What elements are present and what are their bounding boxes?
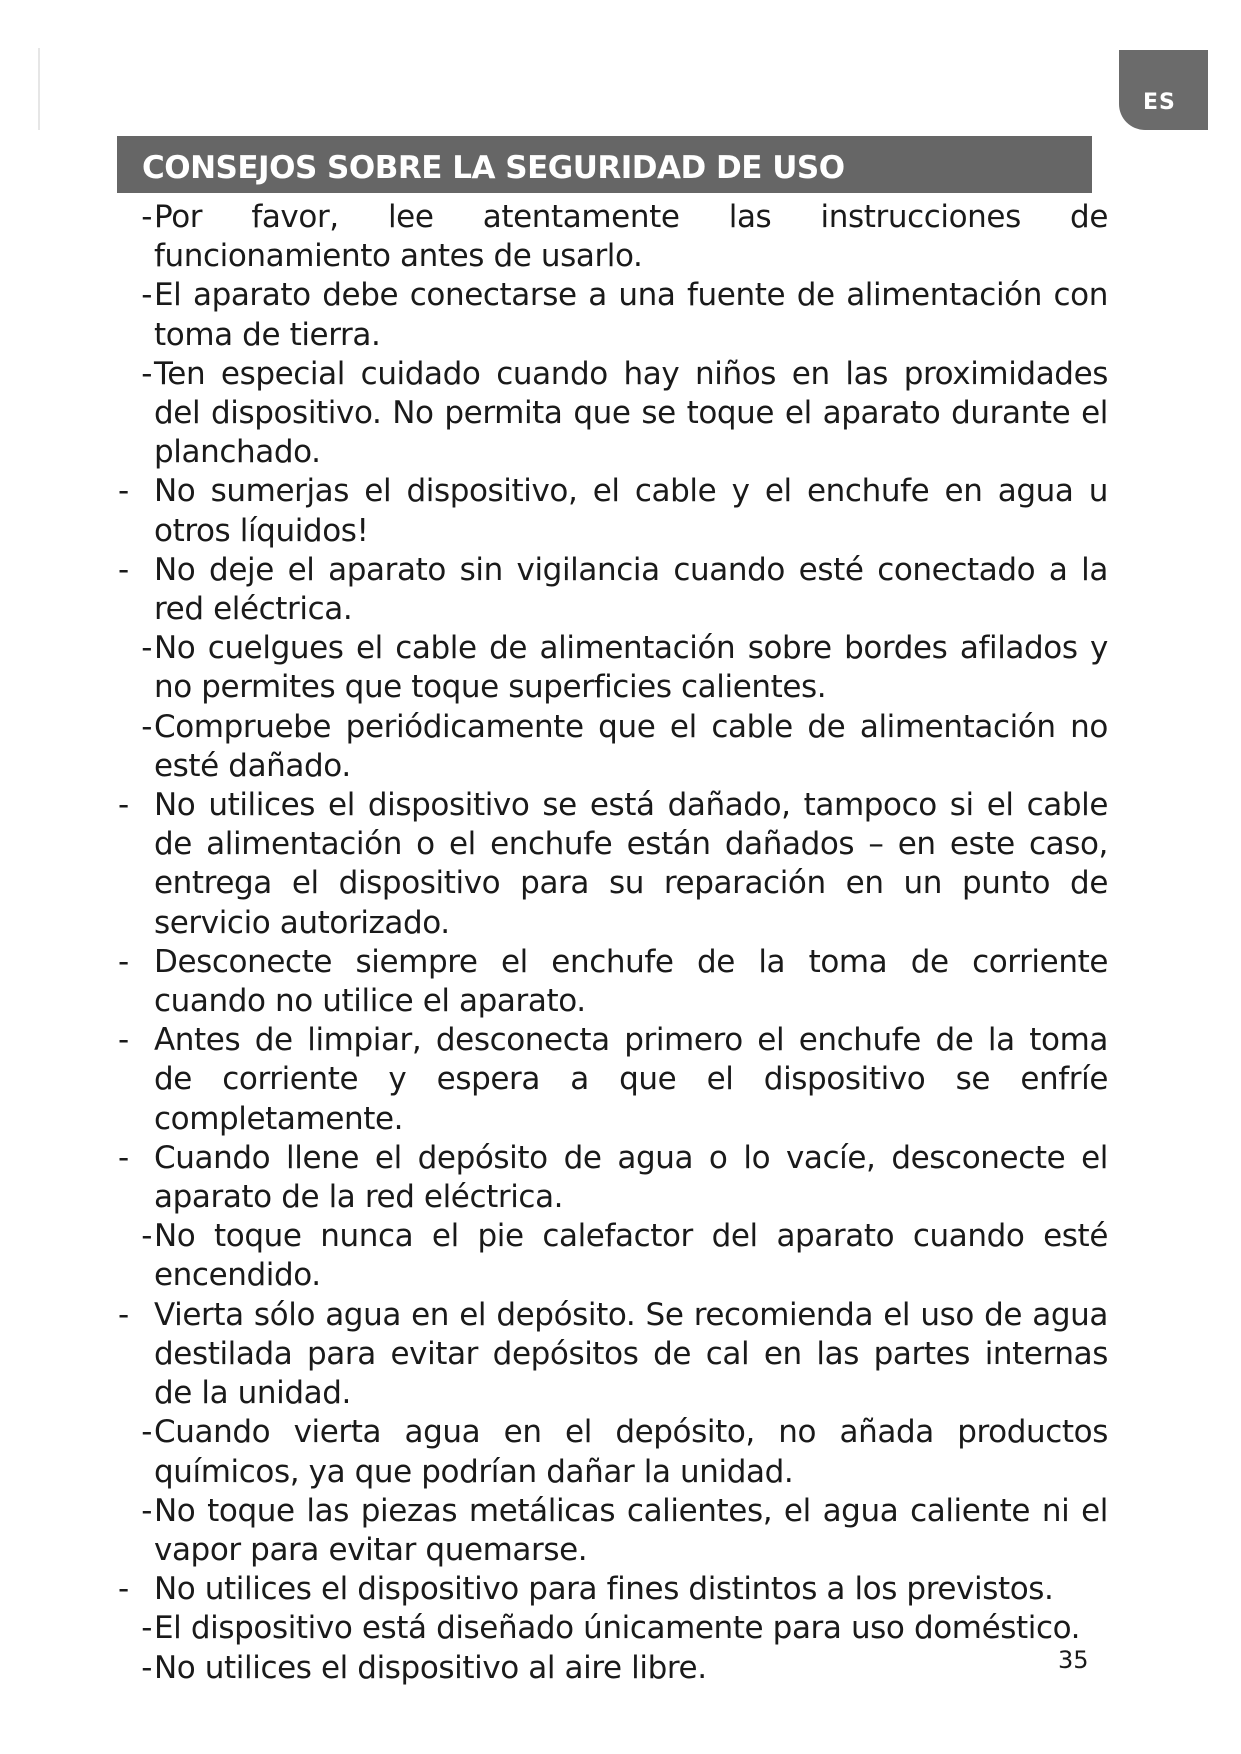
section-title: CONSEJOS SOBRE LA SEGURIDAD DE USO — [142, 150, 845, 186]
list-item — [118, 1021, 1108, 1139]
bullet-dash: - — [118, 787, 129, 824]
section-header — [117, 136, 1092, 193]
list-item-text: No utilices el dispositivo se está dañado, tampoco si el cable de alimentación o el enchufe están dañados – en este caso, entrega el dispositivo para su reparación en un punto de servicio autorizado. — [154, 787, 1108, 941]
list-item-text: Compruebe periódicamente que el cable de alimentación no esté dañado. — [154, 708, 1108, 784]
bullet-dash: - — [118, 1571, 129, 1608]
list-item — [118, 1413, 1108, 1491]
bullet-dash: - — [141, 199, 152, 235]
list-item — [118, 1609, 1108, 1648]
safety-list — [118, 198, 1108, 1688]
list-item — [118, 1217, 1108, 1295]
list-item-text: Antes de limpiar, desconecta primero el enchufe de la toma de corriente y espera a que el dispositivo se enfríe completamente. — [154, 1022, 1108, 1137]
list-item-text: Desconecte siempre el enchufe de la toma de corriente cuando no utilice el aparato. — [154, 943, 1108, 1020]
page-number: 35 — [1058, 1646, 1089, 1674]
bullet-dash: - — [141, 1492, 152, 1529]
bullet-dash: - — [141, 1218, 152, 1255]
language-tab: ES — [1119, 50, 1208, 130]
bullet-dash: - — [118, 551, 129, 588]
bullet-dash: - — [118, 943, 129, 980]
list-item-text: Ten especial cuidado cuando hay niños en las proximidades del dispositivo. No permita que se toque el aparato durante el planchado. — [154, 355, 1108, 471]
bullet-dash: - — [141, 1649, 152, 1686]
list-item — [118, 276, 1108, 354]
bullet-dash: - — [141, 277, 152, 314]
bullet-dash: - — [141, 1610, 152, 1647]
list-item — [118, 1296, 1108, 1414]
list-item — [118, 943, 1108, 1021]
list-item-text: No toque nunca el pie calefactor del aparato cuando esté encendido. — [154, 1218, 1108, 1294]
list-item — [118, 708, 1108, 786]
bullet-dash: - — [141, 630, 152, 667]
list-item — [118, 1492, 1108, 1570]
margin-rule — [38, 48, 40, 130]
bullet-dash: - — [118, 1022, 129, 1059]
list-item-text: Por favor, lee atentamente las instrucciones de funcionamiento antes de usarlo. — [154, 199, 1108, 275]
list-item-text: Cuando llene el depósito de agua o lo vacíe, desconecte el aparato de la red eléctrica. — [154, 1139, 1108, 1216]
list-item — [118, 198, 1108, 276]
list-item — [118, 551, 1108, 629]
list-item — [118, 1570, 1108, 1609]
bullet-dash: - — [141, 355, 152, 392]
list-item — [118, 786, 1108, 943]
list-item-text: No utilices el dispositivo para fines distintos a los previstos. — [154, 1571, 1054, 1608]
list-item-text: No deje el aparato sin vigilancia cuando esté conectado a la red eléctrica. — [154, 551, 1108, 628]
bullet-dash: - — [118, 1139, 129, 1176]
list-item-text: No utilices el dispositivo al aire libre. — [154, 1649, 707, 1686]
bullet-dash: - — [141, 1414, 152, 1451]
list-item-text: El aparato debe conectarse a una fuente de alimentación con toma de tierra. — [154, 277, 1108, 353]
list-item — [118, 1139, 1108, 1217]
list-item-text: Cuando vierta agua en el depósito, no añada productos químicos, ya que podrían dañar la unidad. — [154, 1414, 1108, 1490]
list-item-text: El dispositivo está diseñado únicamente para uso doméstico. — [154, 1610, 1081, 1647]
bullet-dash: - — [141, 708, 152, 745]
list-item-text: No cuelgues el cable de alimentación sobre bordes afilados y no permites que toque superficies calientes. — [154, 630, 1108, 706]
list-item-text: Vierta sólo agua en el depósito. Se recomienda el uso de agua destilada para evitar depósitos de cal en las partes internas de la unidad. — [154, 1296, 1108, 1412]
list-item — [118, 472, 1108, 550]
list-item — [118, 629, 1108, 707]
bullet-dash: - — [118, 473, 129, 510]
bullet-dash: - — [118, 1296, 129, 1333]
list-item-text: No sumerjas el dispositivo, el cable y el enchufe en agua u otros líquidos! — [154, 473, 1108, 549]
list-item — [118, 355, 1108, 473]
list-item — [118, 1649, 1108, 1688]
list-item-text: No toque las piezas metálicas calientes, el agua caliente ni el vapor para evitar quemarse. — [154, 1492, 1108, 1568]
